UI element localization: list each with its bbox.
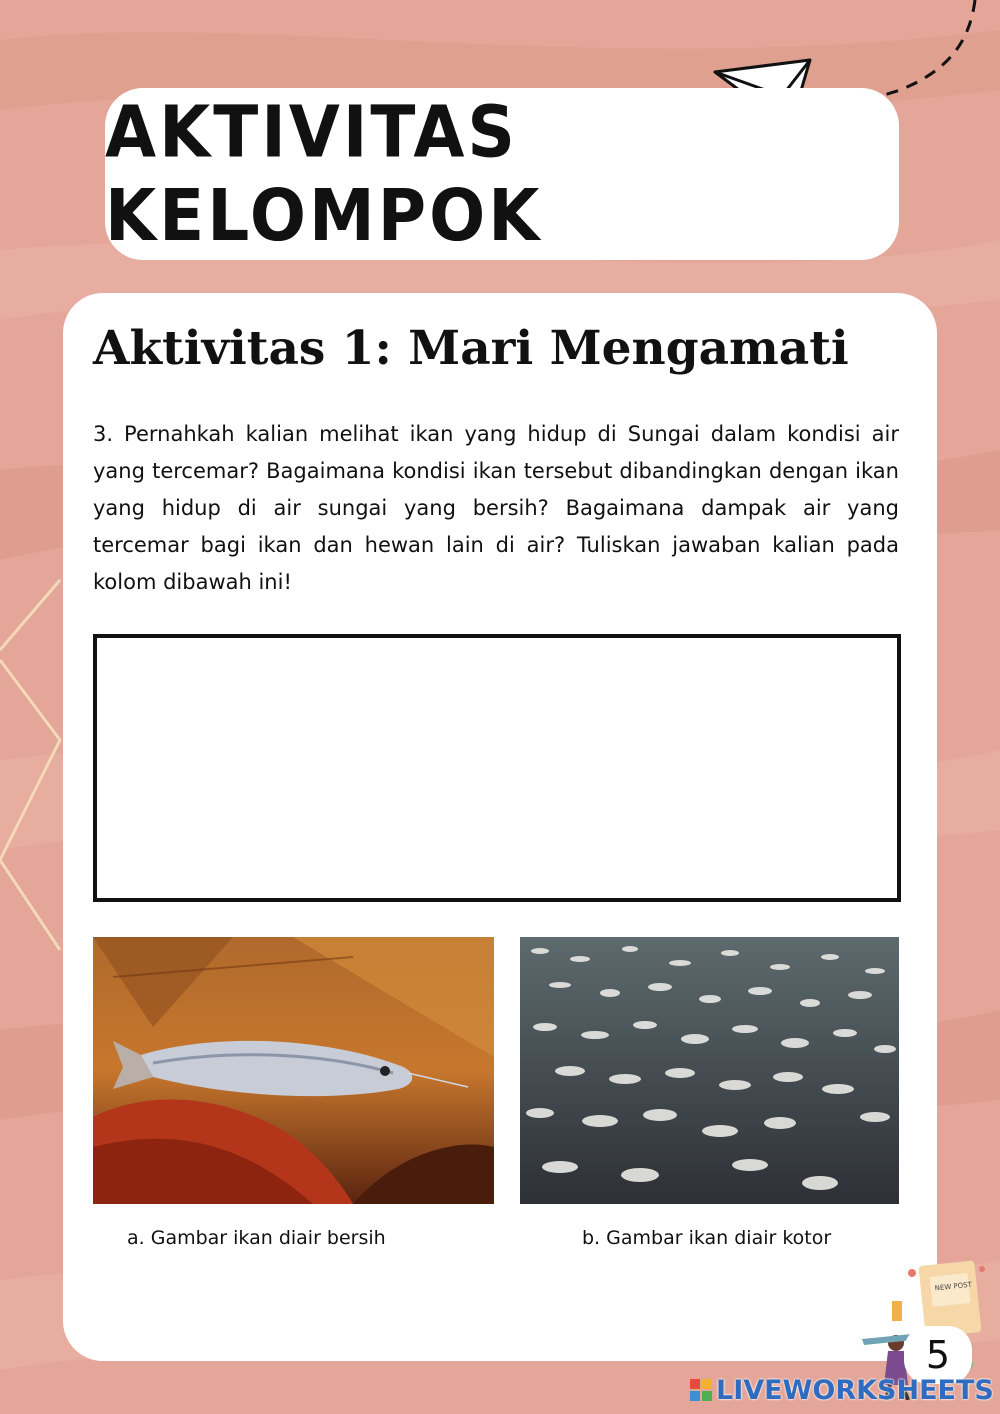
clean-water-fish-photo xyxy=(93,937,494,1204)
dead-fish-polluted-water-photo xyxy=(520,937,899,1204)
activity-heading: Aktivitas 1: Mari Mengamati xyxy=(93,321,849,376)
decorative-zigzag-lines xyxy=(0,560,70,1000)
caption-polluted-water: b. Gambar ikan diair kotor xyxy=(582,1227,832,1249)
page-title: AKTIVITAS KELOMPOK xyxy=(105,90,543,258)
caption-clean-water: a. Gambar ikan diair bersih xyxy=(127,1227,386,1249)
answer-input-box[interactable] xyxy=(93,634,901,902)
title-banner xyxy=(105,88,899,260)
svg-text:NEW POST: NEW POST xyxy=(934,1280,973,1293)
liveworksheets-watermark xyxy=(690,1372,994,1408)
liveworksheets-logo-icon xyxy=(690,1379,712,1401)
activity-card xyxy=(63,293,937,1361)
liveworksheets-text: LIVEWORKSHEETS xyxy=(716,1374,994,1406)
page-number: 5 xyxy=(904,1326,972,1384)
question-text: 3. Pernahkah kalian melihat ikan yang hidup di Sungai dalam kondisi air yang tercemar? Bagaimana kondisi ikan tersebut dibandingkan dengan ikan yang hidup di air sungai yang bersih? Bagaimana dampak air yang tercemar bagi ikan dan hewan lain di air? Tuliskan jawaban kalian pada kolom dibawah ini! xyxy=(93,422,899,594)
